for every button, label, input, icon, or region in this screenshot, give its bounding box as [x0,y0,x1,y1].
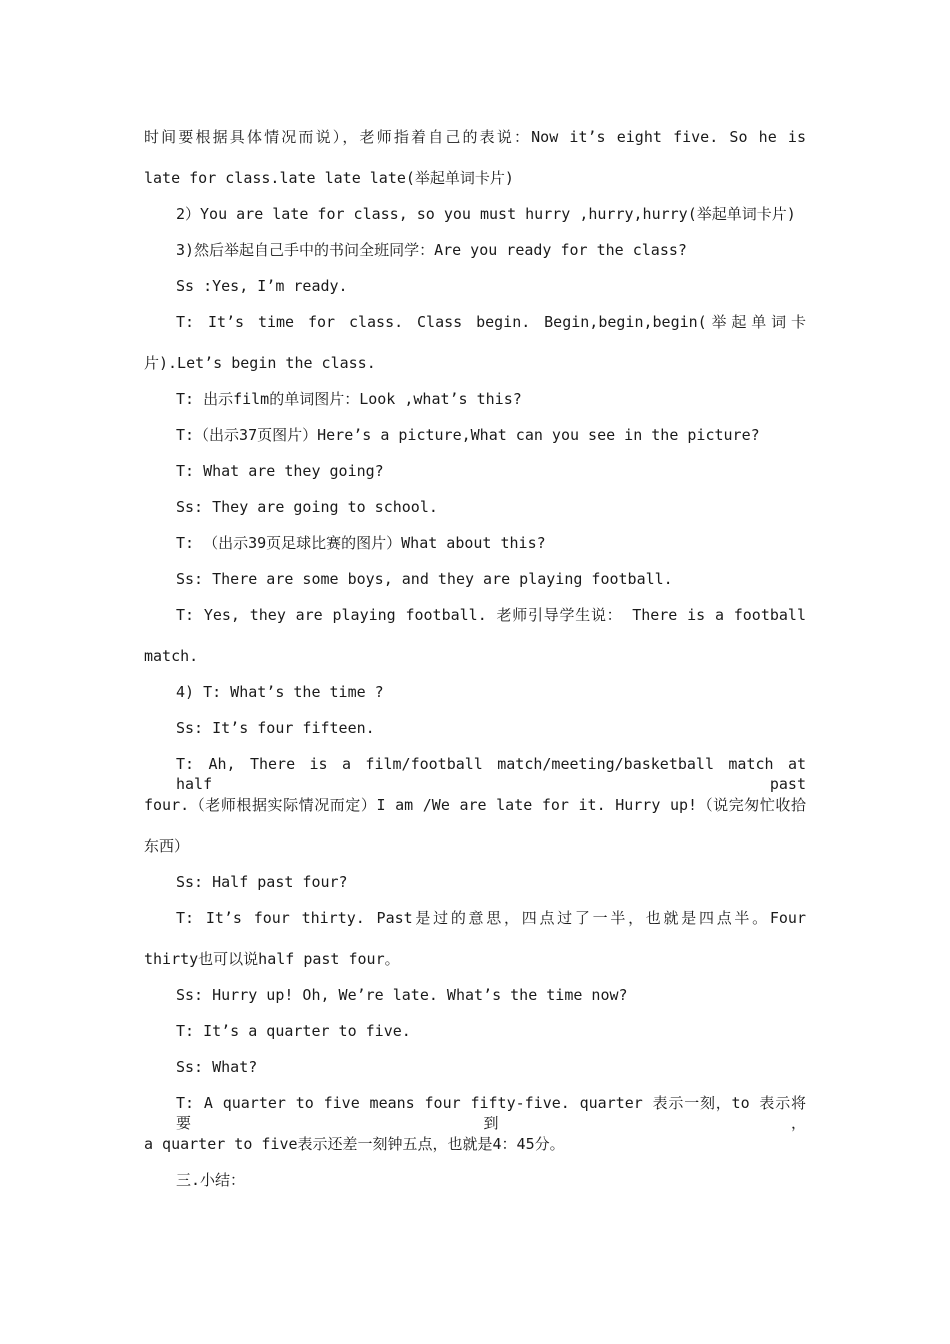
text-line: Ss: There are some boys, and they are playing football. [176,570,673,588]
text-line: Ss: It’s four fifteen. [176,719,375,737]
text-line: Ss: Hurry up! Oh, We’re late. What’s the time now? [176,986,628,1004]
text-line: 3)然后举起自己手中的书问全班同学：Are you ready for the class? [176,241,687,259]
text-line: match. [144,647,199,665]
text-line: Ss: What? [176,1058,258,1076]
text-line: T: （出示39页足球比赛的图片）What about this? [176,534,546,552]
text-line: Ss: Half past four? [176,873,348,891]
text-line: T: It’s time for class. Class begin. Begin,begin,begin(举起单词卡 [176,313,806,331]
text-line: thirty也可以说half past four。 [144,950,400,968]
text-line: 时间要根据具体情况而说），老师指着自己的表说：Now it’s eight five. So he is [144,128,806,146]
text-line: T:（出示37页图片）Here’s a picture,What can you see in the picture? [176,426,760,444]
text-line: T: It’s a quarter to five. [176,1022,411,1040]
text-line: T: 出示film的单词图片：Look ,what’s this? [176,390,522,408]
text-line: T: What are they going? [176,462,384,480]
text-line: 东西） [144,837,190,855]
text-line: Ss :Yes, I’m ready. [176,277,348,295]
text-line: 4) T: What’s the time ? [176,683,384,701]
text-line: T: A quarter to five means four fifty-five. quarter 表示一刻，to 表示将要到， [176,1094,806,1132]
text-line: 2）You are late for class, so you must hurry ,hurry,hurry(举起单词卡片) [176,205,796,223]
text-line: four.（老师根据实际情况而定）I am /We are late for it. Hurry up!（说完匆忙收拾 [144,796,806,814]
text-line: a quarter to five表示还差一刻钟五点，也就是4：45分。 [144,1135,565,1153]
text-line: late for class.late late late(举起单词卡片) [144,169,514,187]
text-line: T: It’s four thirty. Past是过的意思，四点过了一半，也就是四点半。Four [176,909,806,927]
text-line: Ss: They are going to school. [176,498,438,516]
text-line: 片).Let’s begin the class. [144,354,376,372]
text-line: T: Ah, There is a film/football match/meeting/basketball match at half past [176,755,806,793]
section-heading: 三.小结： [176,1171,246,1189]
text-line: T: Yes, they are playing football. 老师引导学生说： There is a football [176,606,806,624]
